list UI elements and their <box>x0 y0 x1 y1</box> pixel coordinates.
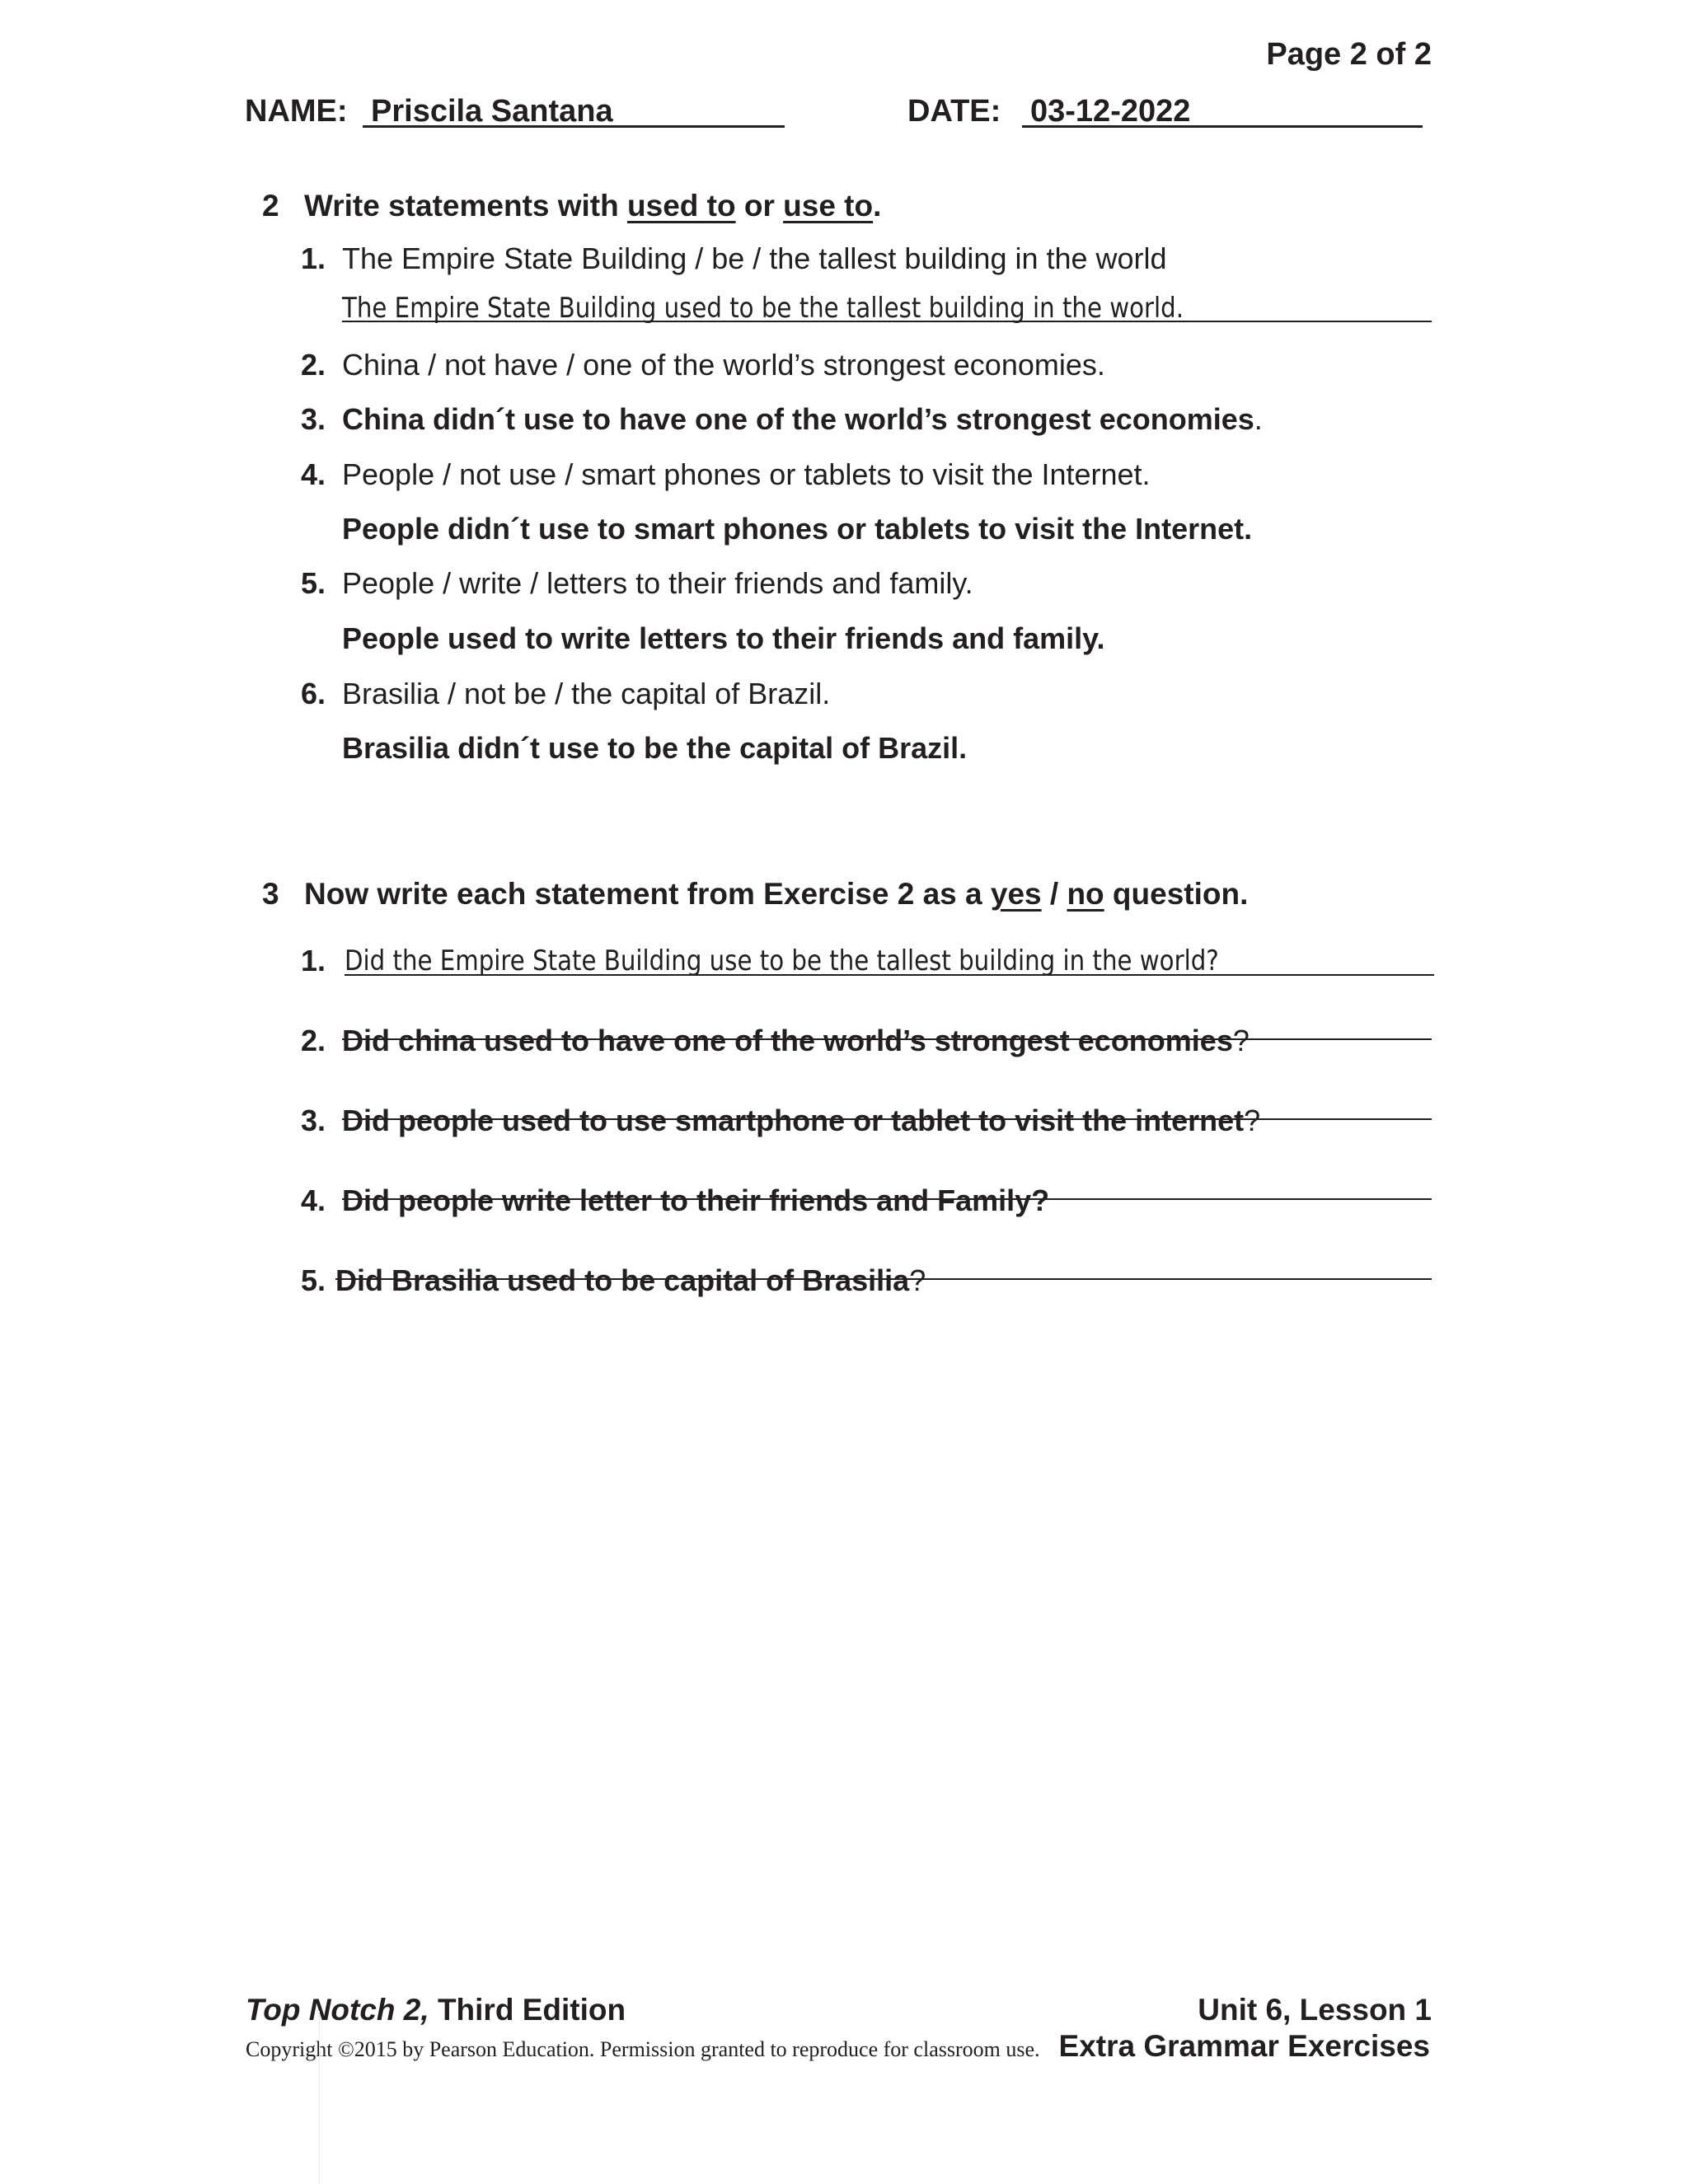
ex3-item-2-answer-line <box>342 1038 1432 1040</box>
footer-section: Extra Grammar Exercises <box>1058 2029 1430 2063</box>
ex2-item-1-number: 1. <box>301 241 326 275</box>
ex2-item-5-number: 5. <box>301 566 326 600</box>
ex3-item-3-answer-line <box>342 1118 1432 1120</box>
ex2-item-2-prompt: China / not have / one of the world’s strongest economies. <box>342 348 1105 382</box>
ex2-item-1-answer-line <box>342 321 1432 322</box>
ex2-item-6-answer: Brasilia didn´t use to be the capital of Brazil. <box>342 731 968 765</box>
exercise-3-number: 3 <box>262 877 279 911</box>
ex3-item-4-number: 4. <box>301 1183 326 1217</box>
ex3-item-2-answer: Did china used to have one of the world’s strongest economies? <box>342 1024 1250 1057</box>
ex3-item-5-number: 5. <box>301 1263 326 1297</box>
footer-unit: Unit 6, Lesson 1 <box>1198 1993 1432 2027</box>
ex3-item-1-answer: Did the Empire State Building use to be the tallest building in the world? <box>345 944 1219 977</box>
ex3-item-5-answer-line <box>335 1278 1432 1280</box>
faint-scan-line <box>319 2011 320 2184</box>
ex2-item-2-number: 2. <box>301 348 326 382</box>
exercise-2-title: Write statements with used to or use to. <box>304 189 882 223</box>
ex3-item-1-number: 1. <box>301 944 326 977</box>
ex2-item-1-answer: The Empire State Building used to be the tallest building in the world. <box>342 292 1184 325</box>
exercise-3-title: Now write each statement from Exercise 2 as a yes / no question. <box>304 877 1249 911</box>
ex3-item-1-answer-line <box>345 974 1434 976</box>
ex2-item-4-answer: People didn´t use to smart phones or tablets to visit the Internet. <box>342 512 1253 546</box>
ex2-item-3-prompt: China didn´t use to have one of the world’s strongest economies. <box>342 402 1263 436</box>
name-value: Priscila Santana <box>371 94 613 129</box>
ex3-item-4-answer: Did people write letter to their friends and Family? <box>342 1183 1050 1217</box>
ex3-item-4-answer-line <box>342 1198 1432 1200</box>
page-number: Page 2 of 2 <box>1266 37 1432 72</box>
ex3-item-5-answer: Did Brasilia used to be capital of Brasilia? <box>335 1263 926 1297</box>
exercise-2-number: 2 <box>262 189 279 223</box>
ex2-item-1-prompt: The Empire State Building / be / the tallest building in the world <box>342 241 1167 275</box>
ex2-item-5-answer: People used to write letters to their friends and family. <box>342 621 1105 655</box>
footer-copyright: Copyright ©2015 by Pearson Education. Permission granted to reproduce for classroom use. <box>246 2037 1040 2061</box>
ex2-item-4-prompt: People / not use / smart phones or tablets to visit the Internet. <box>342 457 1151 491</box>
ex2-item-6-number: 6. <box>301 677 326 710</box>
ex2-item-3-number: 3. <box>301 402 326 436</box>
ex3-item-3-answer: Did people used to use smartphone or tablet to visit the internet? <box>342 1104 1261 1137</box>
date-value: 03-12-2022 <box>1030 94 1191 129</box>
ex2-item-6-prompt: Brasilia / not be / the capital of Brazil. <box>342 677 831 710</box>
footer-book-title: Top Notch 2, Third Edition <box>246 1993 626 2027</box>
ex3-item-2-number: 2. <box>301 1024 326 1057</box>
name-label: NAME: <box>245 94 348 129</box>
ex3-item-3-number: 3. <box>301 1104 326 1137</box>
name-underline <box>363 125 785 128</box>
ex2-item-4-number: 4. <box>301 457 326 491</box>
ex2-item-5-prompt: People / write / letters to their friends and family. <box>342 566 973 600</box>
date-underline <box>1022 125 1423 128</box>
date-label: DATE: <box>907 94 1001 129</box>
